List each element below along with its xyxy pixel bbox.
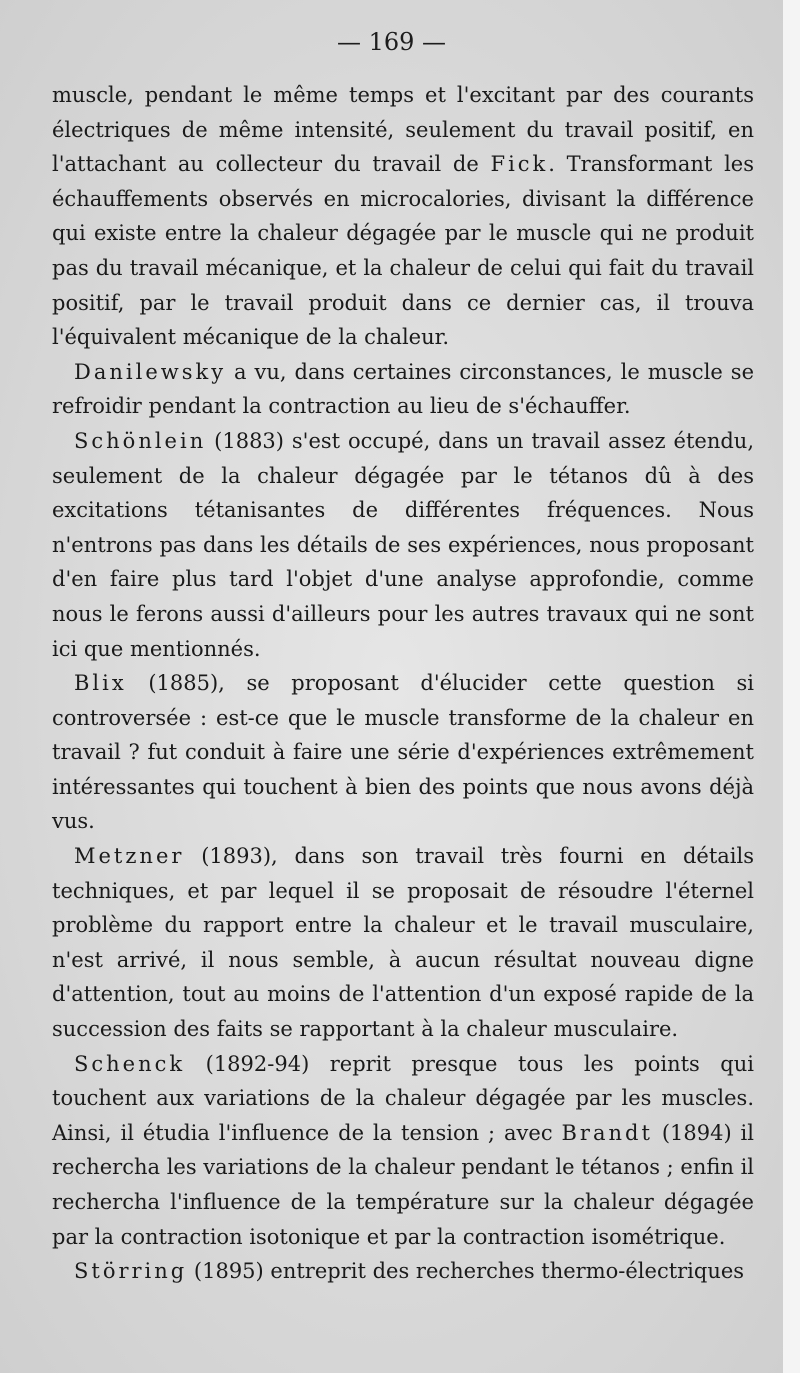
author-name: Blix (74, 671, 127, 696)
paragraph (52, 839, 754, 1047)
paragraph-text: (1892-94) reprit presque tous les points qui touchent aux variations de la chaleur dégagée par les muscles. Ainsi, il étudia l'influence de la tension ; avec (52, 1051, 754, 1145)
author-name: Brandt (561, 1120, 653, 1145)
paragraph-text: (1883) s'est occupé, dans un travail assez étendu, seulement de la chaleur dégagée par le tétanos dû à des excitations tétanisantes de différentes fréquences. Nous n'entrons pas dans les détails de ses expériences, nous proposant d'en faire plus tard l'objet d'une analyse approfondie, comme nous le ferons aussi d'ailleurs pour les autres travaux qui ne sont ici que mentionnés. (52, 428, 754, 661)
paragraph-text: . Transformant les échauffements observés en microcalories, divisant la différence qui existe entre la chaleur dégagée par le muscle qui ne produit pas du travail mécanique, et la chaleur de celui qui fait du travail positif, par le travail produit dans ce dernier cas, il trouva l'équivalent mécanique de la chaleur. (52, 152, 754, 350)
page-number: — 169 — (336, 28, 447, 56)
author-name: Danilewsky (74, 359, 227, 384)
paragraph-text: (1894) il rechercha les variations de la chaleur pendant le tétanos ; enfin il rechercha l'influence de la température sur la chaleur dégagée par la contraction isotonique et par la contraction isométrique. (52, 1120, 754, 1249)
author-name: Schönlein (74, 428, 207, 453)
paragraph (52, 666, 754, 839)
paragraph (52, 355, 754, 424)
author-name: Störring (74, 1259, 188, 1284)
author-name: Fick (490, 152, 549, 177)
paragraph (52, 1254, 754, 1289)
paragraph-text: muscle, pendant le même temps et l'excitant par des courants électriques de même intensité, seulement du travail positif, en l'attachant au collecteur du travail de (52, 83, 754, 177)
paragraph-text: (1895) entreprit des recherches thermo-électriques (187, 1259, 745, 1284)
paragraph (52, 1047, 754, 1255)
paragraph (52, 78, 754, 355)
author-name: Schenck (74, 1051, 186, 1076)
paragraph (52, 424, 754, 666)
page-edge (783, 0, 800, 1373)
body-text (52, 78, 754, 1289)
paragraph-text: a vu, dans certaines circonstances, le muscle se refroidir pendant la contraction au lieu de s'échauffer. (52, 359, 754, 419)
paragraph-text: (1885), se proposant d'élucider cette question si controversée : est-ce que le muscle transforme de la chaleur en travail ? fut conduit à faire une série d'expériences extrêmement intéressantes qui touchent à bien des points que nous avons déjà vus. (52, 671, 754, 834)
paragraph-text: (1893), dans son travail très fourni en détails techniques, et par lequel il se proposait de résoudre l'éternel problème du rapport entre la chaleur et le travail musculaire, n'est arrivé, il nous semble, à aucun résultat nouveau digne d'attention, tout au moins de l'attention d'un exposé rapide de la succession des faits se rapportant à la chaleur musculaire. (52, 844, 754, 1042)
author-name: Metzner (74, 844, 185, 869)
